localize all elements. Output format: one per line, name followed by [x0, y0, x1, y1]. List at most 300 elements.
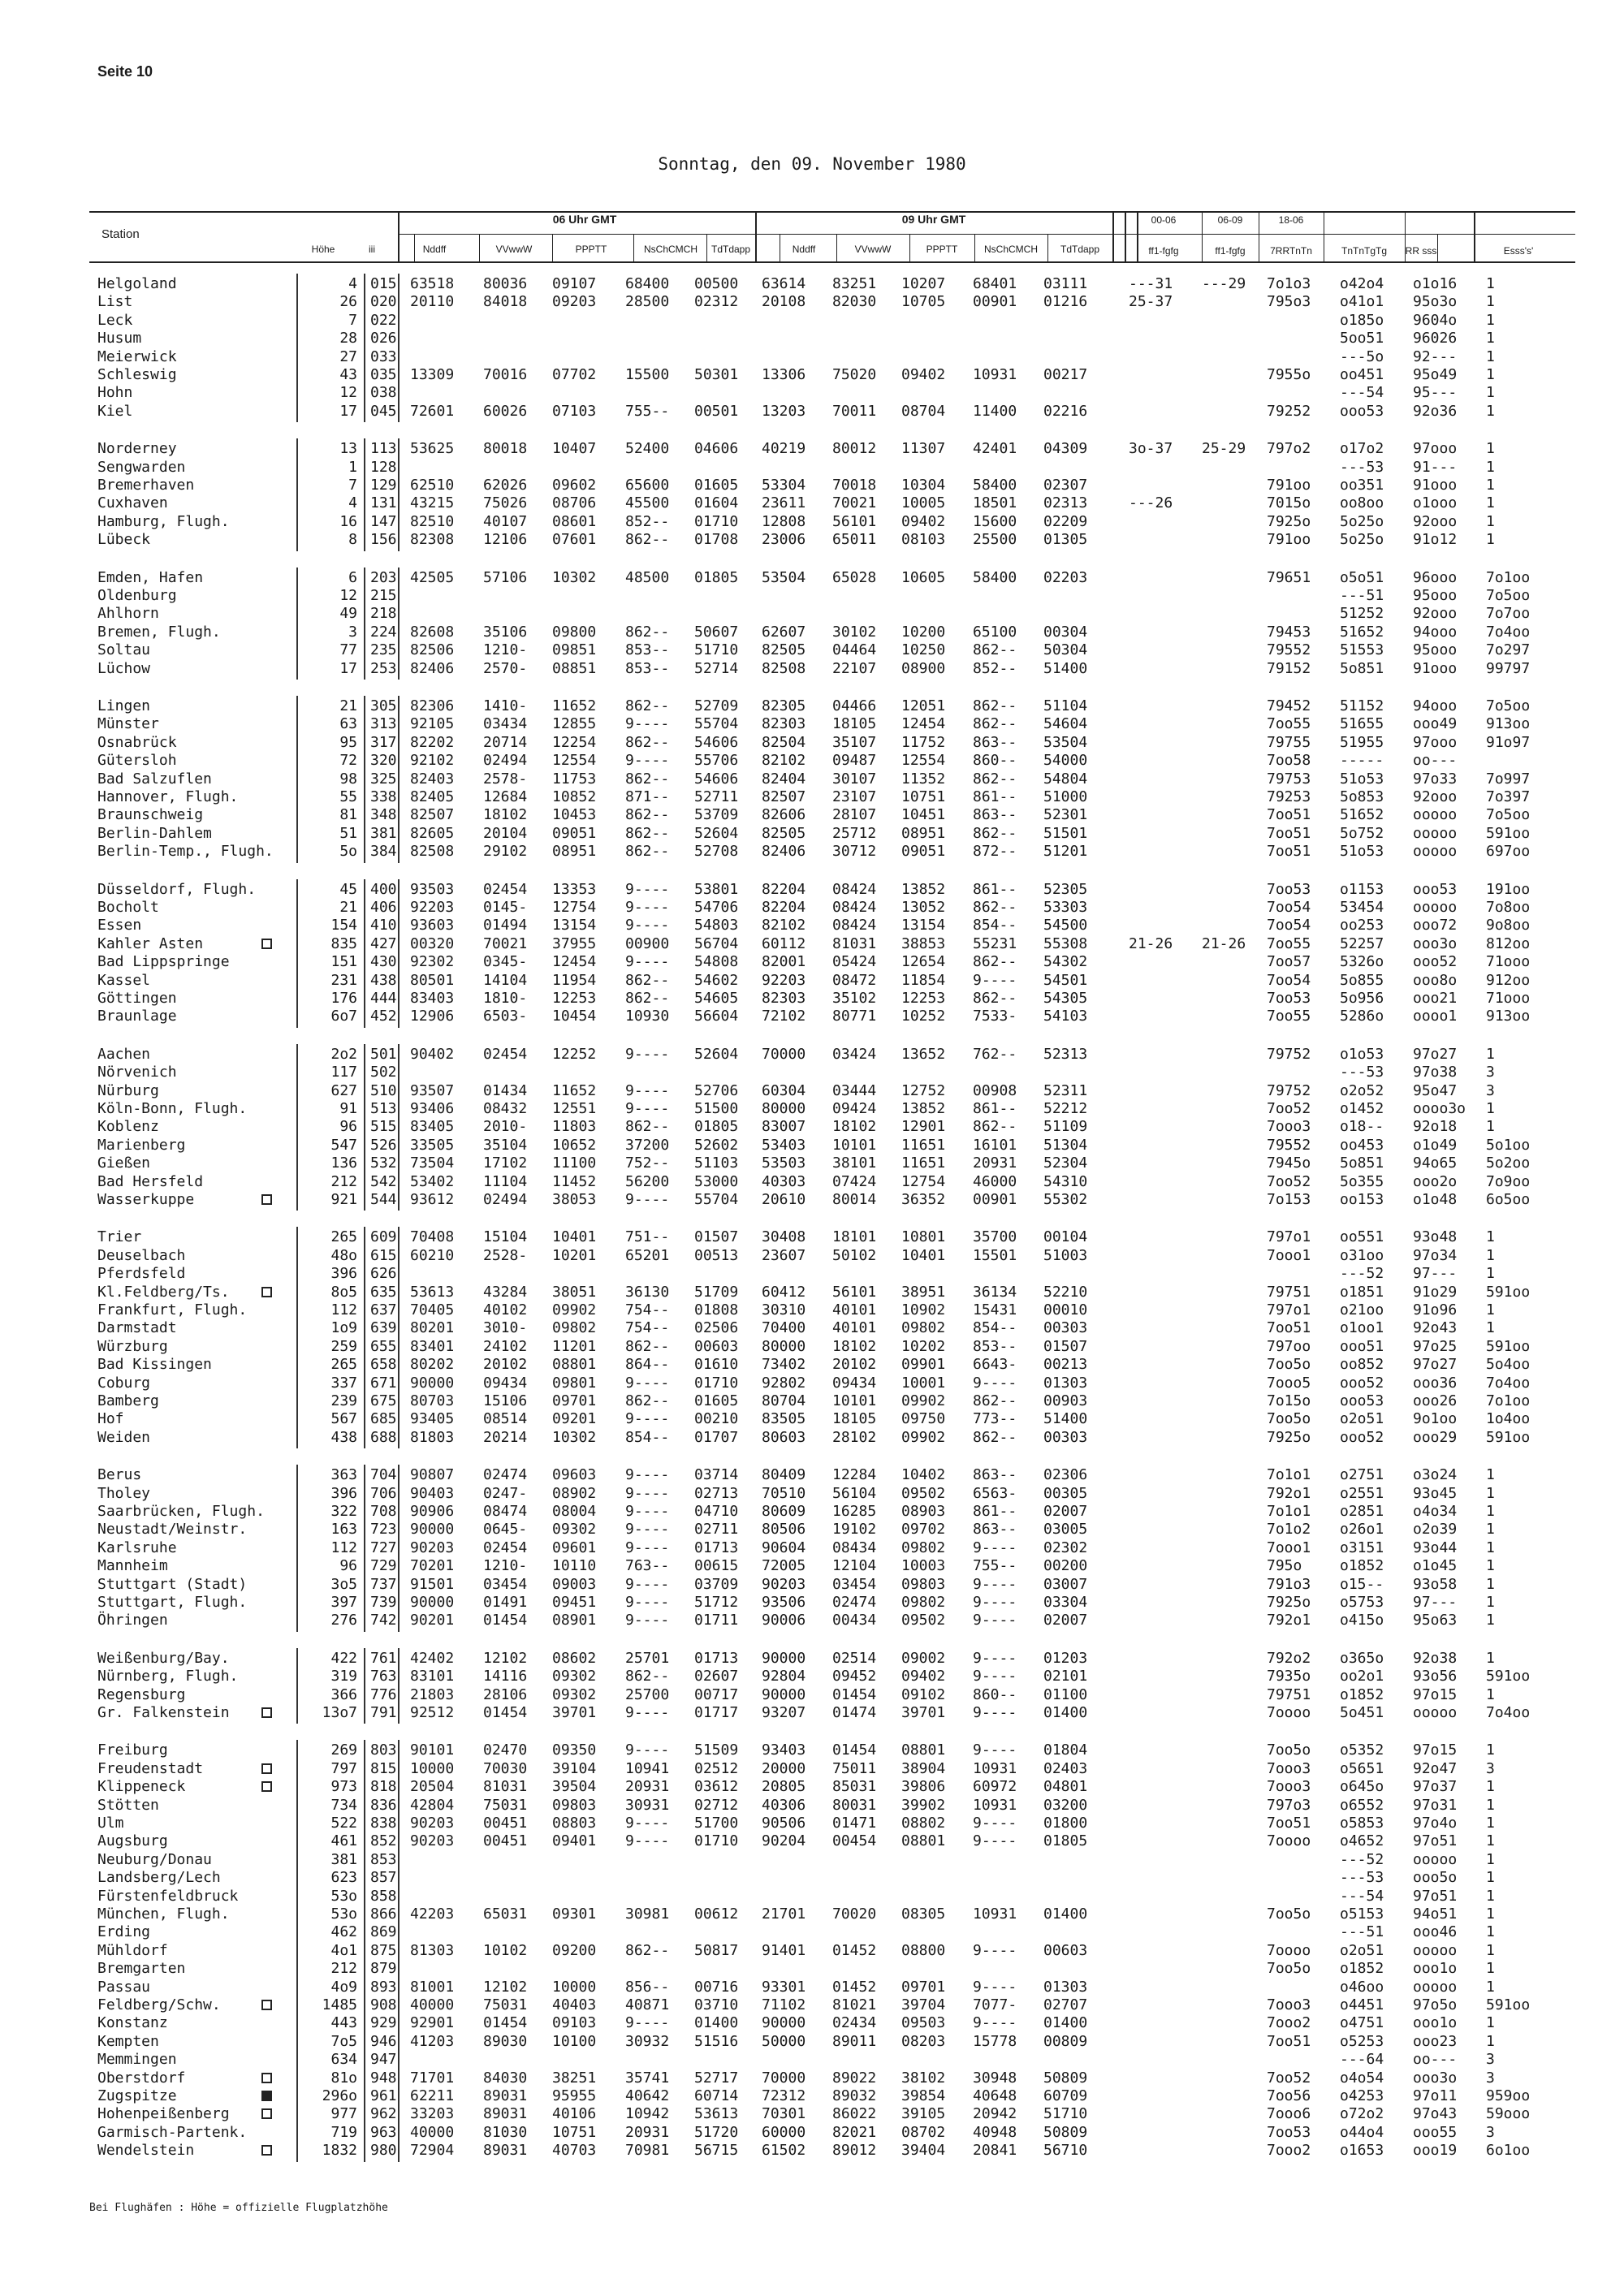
- obs-06-value: 03612: [694, 1778, 739, 1796]
- obs-09-value: 90000: [762, 1685, 806, 1703]
- group-esss: 1: [1486, 1869, 1495, 1887]
- header-nddff-09: Nddff: [792, 244, 816, 255]
- obs-06-value: 852--: [625, 512, 670, 530]
- obs-06-value: 09802: [552, 1319, 597, 1337]
- obs-06-value: 20931: [625, 2123, 670, 2141]
- station-number: 147: [370, 512, 397, 530]
- group-esss: 697oo: [1486, 843, 1531, 861]
- header-gust-06-09: ff1-fgfg: [1215, 245, 1246, 257]
- obs-09-value: 39902: [901, 1796, 946, 1814]
- obs-06-value: 90201: [410, 1612, 455, 1629]
- open-square-icon: [261, 2073, 272, 2083]
- obs-06-value: 862--: [625, 843, 670, 861]
- obs-06-value: 09451: [552, 1594, 597, 1611]
- group-rr-sss: 97o31: [1413, 1796, 1458, 1814]
- station-name: Aachen: [97, 1045, 151, 1063]
- obs-06-value: 9----: [625, 1191, 670, 1208]
- station-name: Sengwarden: [97, 458, 186, 476]
- group-rr-sss: ooo2o: [1413, 1172, 1458, 1190]
- group-tn-tg: oo551: [1340, 1228, 1384, 1246]
- group-tn-tg: o1852: [1340, 1960, 1384, 1978]
- obs-06-value: 02454: [483, 1539, 528, 1556]
- group-rr-tn: 7oo58: [1267, 752, 1311, 770]
- station-height: 96: [339, 1557, 357, 1575]
- group-rr-sss: ooo29: [1413, 1428, 1458, 1446]
- group-esss: 1o4oo: [1486, 1410, 1531, 1428]
- obs-06-value: 862--: [625, 824, 670, 842]
- group-rr-tn: 79752: [1267, 1081, 1311, 1099]
- station-height: 98: [339, 770, 357, 788]
- group-tn-tg: 5o851: [1340, 659, 1384, 677]
- obs-09-value: 07424: [832, 1172, 877, 1190]
- obs-09-value: 52305: [1043, 880, 1088, 898]
- obs-09-value: 40306: [762, 1796, 806, 1814]
- station-name: Konstanz: [97, 2014, 168, 2032]
- obs-09-value: 02707: [1043, 1996, 1088, 2013]
- obs-09-value: 53303: [1043, 899, 1088, 916]
- obs-09-value: 02302: [1043, 1539, 1088, 1556]
- group-tn-tg: 51553: [1340, 641, 1384, 659]
- group-esss: 5o4oo: [1486, 1356, 1531, 1374]
- obs-06-value: 00451: [483, 1815, 528, 1832]
- station-name: Deuselbach: [97, 1246, 186, 1264]
- station-name: Passau: [97, 1978, 151, 1996]
- group-esss: 6o5oo: [1486, 1191, 1531, 1208]
- station-number: 948: [370, 2069, 397, 2087]
- obs-06-value: 89031: [483, 2105, 528, 2123]
- obs-09-value: 51400: [1043, 1410, 1088, 1428]
- group-rr-sss: 97o5o: [1413, 1996, 1458, 2013]
- station-height: 1: [348, 458, 357, 476]
- station-height: 977: [330, 2105, 357, 2123]
- station-height: 462: [330, 1923, 357, 1941]
- group-esss: 1: [1486, 1503, 1495, 1520]
- group-esss: 7o9oo: [1486, 1172, 1531, 1190]
- obs-09-value: 13852: [901, 880, 946, 898]
- obs-09-value: 02101: [1043, 1668, 1088, 1685]
- obs-09-value: 75020: [832, 366, 877, 383]
- obs-06-value: 862--: [625, 990, 670, 1007]
- obs-09-value: 04801: [1043, 1778, 1088, 1796]
- obs-06-value: 01713: [694, 1649, 739, 1667]
- group-rr-sss: 92ooo: [1413, 605, 1458, 623]
- obs-09-value: 872--: [973, 843, 1017, 861]
- station-number: 857: [370, 1869, 397, 1887]
- obs-06-value: 00615: [694, 1557, 739, 1575]
- group-rr-tn: 7ooo2: [1267, 2014, 1311, 2032]
- obs-09-value: 862--: [973, 824, 1017, 842]
- station-name: Kl.Feldberg/Ts.: [97, 1283, 230, 1301]
- station-height: 422: [330, 1649, 357, 1667]
- obs-06-value: 45500: [625, 494, 670, 512]
- obs-09-value: 53504: [1043, 733, 1088, 751]
- station-name: Stuttgart, Flugh.: [97, 1594, 248, 1611]
- obs-09-value: 862--: [973, 715, 1017, 733]
- obs-06-value: 9----: [625, 1741, 670, 1759]
- station-name: Lingen: [97, 697, 151, 714]
- group-esss: 3: [1486, 1759, 1495, 1777]
- obs-06-value: 10102: [483, 1941, 528, 1959]
- obs-09-value: 82505: [762, 824, 806, 842]
- obs-09-value: 12808: [762, 512, 806, 530]
- group-rr-tn: 7oo5o: [1267, 1356, 1311, 1374]
- group-tn-tg: 51o53: [1340, 770, 1384, 788]
- obs-06-value: 83405: [410, 1118, 455, 1136]
- column-rule: [296, 879, 298, 1028]
- obs-06-value: 09801: [552, 1374, 597, 1392]
- obs-06-value: 83401: [410, 1337, 455, 1355]
- obs-09-value: 35700: [973, 1228, 1017, 1246]
- obs-09-value: 08900: [901, 659, 946, 677]
- obs-06-value: 11201: [552, 1337, 597, 1355]
- group-rr-tn: 79753: [1267, 770, 1311, 788]
- group-tn-tg: o2551: [1340, 1484, 1384, 1502]
- obs-06-value: 41203: [410, 2032, 455, 2050]
- group-rr-sss: oo---: [1413, 2051, 1458, 2069]
- obs-06-value: 871--: [625, 788, 670, 805]
- station-number: 626: [370, 1265, 397, 1283]
- obs-06-value: 9----: [625, 880, 670, 898]
- obs-09-value: 20108: [762, 293, 806, 311]
- station-name: Weißenburg/Bay.: [97, 1649, 230, 1667]
- obs-09-value: 863--: [973, 733, 1017, 751]
- obs-09-value: 25712: [832, 824, 877, 842]
- group-rr-sss: 94o65: [1413, 1154, 1458, 1172]
- obs-09-value: 12253: [901, 990, 946, 1007]
- obs-09-value: 50809: [1043, 2123, 1088, 2141]
- group-tn-tg: ---64: [1340, 2051, 1384, 2069]
- obs-06-value: 0145-: [483, 899, 528, 916]
- obs-06-value: 82406: [410, 659, 455, 677]
- obs-09-value: 08472: [832, 971, 877, 989]
- obs-09-value: 7533-: [973, 1008, 1017, 1025]
- station-height: 627: [330, 1081, 357, 1099]
- obs-09-value: 9----: [973, 2014, 1017, 2032]
- obs-06-value: 10302: [552, 568, 597, 586]
- station-height: 12: [339, 587, 357, 604]
- obs-09-value: 02007: [1043, 1612, 1088, 1629]
- group-rr-sss: ooo49: [1413, 715, 1458, 733]
- station-number: 706: [370, 1484, 397, 1502]
- obs-06-value: 51500: [694, 1100, 739, 1117]
- obs-09-value: 82406: [762, 843, 806, 861]
- obs-06-value: 12684: [483, 788, 528, 805]
- group-esss: 1: [1486, 1887, 1495, 1905]
- obs-06-value: 09350: [552, 1741, 597, 1759]
- obs-09-value: 12554: [901, 752, 946, 770]
- obs-09-value: 80409: [762, 1466, 806, 1484]
- obs-06-value: 51712: [694, 1594, 739, 1611]
- station-height: 231: [330, 971, 357, 989]
- obs-06-value: 0247-: [483, 1484, 528, 1502]
- obs-09-value: 854--: [973, 917, 1017, 934]
- obs-06-value: 18102: [483, 806, 528, 824]
- station-number: 501: [370, 1045, 397, 1063]
- group-esss: 1: [1486, 1685, 1495, 1703]
- obs-09-value: 51400: [1043, 659, 1088, 677]
- group-esss: 191oo: [1486, 880, 1531, 898]
- obs-09-value: 9----: [973, 1539, 1017, 1556]
- group-tn-tg: o1153: [1340, 880, 1384, 898]
- station-number: 526: [370, 1136, 397, 1154]
- group-rr-sss: 92ooo: [1413, 512, 1458, 530]
- obs-06-value: 35104: [483, 1136, 528, 1154]
- obs-09-value: 9----: [973, 1704, 1017, 1721]
- group-esss: 7o1oo: [1486, 1392, 1531, 1409]
- obs-06-value: 862--: [625, 971, 670, 989]
- station-height: 8o5: [330, 1283, 357, 1301]
- station-name: Bremen, Flugh.: [97, 623, 221, 641]
- group-tn-tg: 5o25o: [1340, 512, 1384, 530]
- station-height: 77: [339, 641, 357, 659]
- station-number: 438: [370, 971, 397, 989]
- group-rr-sss: 97o51: [1413, 1832, 1458, 1850]
- station-number: 609: [370, 1228, 397, 1246]
- station-height: 2o2: [330, 1045, 357, 1063]
- obs-06-value: 20504: [410, 1778, 455, 1796]
- obs-09-value: 21701: [762, 1905, 806, 1923]
- obs-06-value: 54602: [694, 971, 739, 989]
- obs-09-value: 80000: [762, 1100, 806, 1117]
- station-number: 908: [370, 1996, 397, 2013]
- obs-06-value: 38053: [552, 1191, 597, 1208]
- station-name: Stuttgart (Stadt): [97, 1575, 248, 1593]
- obs-06-value: 08902: [552, 1484, 597, 1502]
- column-rule: [296, 1227, 298, 1448]
- obs-06-value: 12102: [483, 1978, 528, 1996]
- group-tn-tg: oo2o1: [1340, 1668, 1384, 1685]
- group-rr-sss: ooooo: [1413, 1978, 1458, 1996]
- obs-09-value: 11651: [901, 1154, 946, 1172]
- group-tn-tg: o18--: [1340, 1118, 1384, 1136]
- obs-06-value: 2010-: [483, 1118, 528, 1136]
- obs-09-value: 72005: [762, 1557, 806, 1575]
- station-height: 81: [339, 806, 357, 824]
- obs-06-value: 10000: [552, 1978, 597, 1996]
- station-height: 265: [330, 1228, 357, 1246]
- group-esss: 3: [1486, 1064, 1495, 1081]
- group-esss: 7o4oo: [1486, 623, 1531, 641]
- group-rr-sss: ooo36: [1413, 1374, 1458, 1392]
- obs-09-value: 50809: [1043, 2069, 1088, 2087]
- group-tn-tg: o1o53: [1340, 1045, 1384, 1063]
- obs-09-value: 09502: [901, 1484, 946, 1502]
- obs-06-value: 12906: [410, 1008, 455, 1025]
- obs-06-value: 43284: [483, 1283, 528, 1301]
- obs-06-value: 42505: [410, 568, 455, 586]
- group-tn-tg: o5352: [1340, 1741, 1384, 1759]
- group-rr-sss: 93o56: [1413, 1668, 1458, 1685]
- obs-06-value: 82202: [410, 733, 455, 751]
- group-rr-tn: 7oo51: [1267, 806, 1311, 824]
- obs-09-value: 08103: [901, 531, 946, 549]
- group-tn-tg: o4652: [1340, 1832, 1384, 1850]
- obs-06-value: 10751: [552, 2123, 597, 2141]
- obs-06-value: 68400: [625, 275, 670, 292]
- station-height: 265: [330, 1356, 357, 1374]
- obs-09-value: 01507: [1043, 1337, 1088, 1355]
- obs-06-value: 82507: [410, 806, 455, 824]
- group-rr-tn: 7o1o2: [1267, 1521, 1311, 1539]
- obs-06-value: 37955: [552, 934, 597, 952]
- station-height: 7o5: [330, 2032, 357, 2050]
- obs-09-value: 02307: [1043, 477, 1088, 494]
- group-esss: 9o8oo: [1486, 917, 1531, 934]
- obs-06-value: 01710: [694, 1832, 739, 1850]
- obs-09-value: 50102: [832, 1246, 877, 1264]
- obs-09-value: 52311: [1043, 1081, 1088, 1099]
- group-rr-tn: 7oo5o: [1267, 1960, 1311, 1978]
- obs-06-value: 93503: [410, 880, 455, 898]
- group-rr-tn: 7oo55: [1267, 934, 1311, 952]
- obs-06-value: 01434: [483, 1081, 528, 1099]
- obs-06-value: 12106: [483, 531, 528, 549]
- group-rr-tn: 79552: [1267, 641, 1311, 659]
- group-rr-sss: oo---: [1413, 752, 1458, 770]
- obs-06-value: 82308: [410, 531, 455, 549]
- group-esss: 1: [1486, 1815, 1495, 1832]
- obs-06-value: 82605: [410, 824, 455, 842]
- obs-09-value: 28107: [832, 806, 877, 824]
- obs-06-value: 14104: [483, 971, 528, 989]
- obs-06-value: 90203: [410, 1539, 455, 1556]
- group-rr-tn: 7oo5o: [1267, 1905, 1311, 1923]
- obs-09-value: 81021: [832, 1996, 877, 2013]
- obs-09-value: 82102: [762, 917, 806, 934]
- group-rr-sss: 95---: [1413, 384, 1458, 402]
- obs-06-value: 40403: [552, 1996, 597, 2013]
- obs-09-value: 35107: [832, 733, 877, 751]
- group-rr-tn: 7oooo: [1267, 1704, 1311, 1721]
- group-esss: 1: [1486, 1832, 1495, 1850]
- obs-09-value: 862--: [973, 1428, 1017, 1446]
- station-number: 947: [370, 2051, 397, 2069]
- obs-09-value: 52210: [1043, 1283, 1088, 1301]
- obs-09-value: 38102: [901, 2069, 946, 2087]
- station-name: Hohn: [97, 384, 133, 402]
- obs-09-value: 20931: [973, 1154, 1017, 1172]
- group-esss: 1: [1486, 512, 1495, 530]
- group-rr-sss: ooo52: [1413, 953, 1458, 971]
- obs-06-value: 9----: [625, 1100, 670, 1117]
- obs-09-value: 70510: [762, 1484, 806, 1502]
- obs-09-value: 54500: [1043, 917, 1088, 934]
- obs-09-value: 01454: [832, 1741, 877, 1759]
- station-name: Ahlhorn: [97, 605, 159, 623]
- obs-06-value: 12754: [552, 899, 597, 916]
- obs-06-value: 70201: [410, 1557, 455, 1575]
- obs-09-value: 11651: [901, 1136, 946, 1154]
- obs-09-value: 09434: [832, 1374, 877, 1392]
- group-rr-sss: 97---: [1413, 1594, 1458, 1611]
- obs-06-value: 04710: [694, 1503, 739, 1520]
- obs-09-value: 80603: [762, 1428, 806, 1446]
- obs-09-value: 70011: [832, 402, 877, 420]
- group-rr-tn: 7925o: [1267, 1428, 1311, 1446]
- obs-06-value: 13309: [410, 366, 455, 383]
- group-rr-sss: ooo5o: [1413, 1869, 1458, 1887]
- station-height: 239: [330, 1392, 357, 1409]
- obs-06-value: 14116: [483, 1668, 528, 1685]
- station-number: 026: [370, 330, 397, 347]
- station-number: 869: [370, 1923, 397, 1941]
- station-name: Husum: [97, 330, 142, 347]
- group-rr-tn: 791o3: [1267, 1575, 1311, 1593]
- gust-06-09: ---29: [1202, 275, 1246, 292]
- obs-06-value: 62510: [410, 477, 455, 494]
- station-name: Wendelstein: [97, 2142, 195, 2160]
- group-rr-sss: 95ooo: [1413, 641, 1458, 659]
- obs-06-value: 65201: [625, 1246, 670, 1264]
- group-rr-tn: 7oo52: [1267, 1172, 1311, 1190]
- obs-06-value: 35106: [483, 623, 528, 641]
- obs-06-value: 90807: [410, 1466, 455, 1484]
- group-rr-sss: ooo46: [1413, 1923, 1458, 1941]
- station-height: 973: [330, 1778, 357, 1796]
- obs-09-value: 03454: [832, 1575, 877, 1593]
- obs-09-value: 03111: [1043, 275, 1088, 292]
- group-rr-tn: 7o1o3: [1267, 275, 1311, 292]
- group-tn-tg: o1851: [1340, 1283, 1384, 1301]
- obs-06-value: 07103: [552, 402, 597, 420]
- group-rr-tn: 7945o: [1267, 1154, 1311, 1172]
- obs-06-value: 01808: [694, 1301, 739, 1318]
- group-rr-tn: 791oo: [1267, 531, 1311, 549]
- station-height: 212: [330, 1960, 357, 1978]
- obs-09-value: 60709: [1043, 2087, 1088, 2104]
- group-rr-sss: 93o58: [1413, 1575, 1458, 1593]
- group-esss: 3: [1486, 2069, 1495, 2087]
- open-square-icon: [261, 1287, 272, 1297]
- obs-06-value: 93603: [410, 917, 455, 934]
- obs-06-value: 92901: [410, 2014, 455, 2032]
- header-period-00-06: 00-06: [1151, 214, 1177, 226]
- obs-09-value: 90204: [762, 1832, 806, 1850]
- obs-09-value: 83251: [832, 275, 877, 292]
- obs-09-value: 70000: [762, 2069, 806, 2087]
- obs-09-value: 01303: [1043, 1374, 1088, 1392]
- group-rr-tn: 7oo5o: [1267, 1410, 1311, 1428]
- header-nddff: Nddff: [422, 244, 447, 255]
- obs-06-value: 20931: [625, 1778, 670, 1796]
- group-rr-sss: 97o15: [1413, 1685, 1458, 1703]
- column-rule: [296, 1465, 298, 1632]
- obs-06-value: 95955: [552, 2087, 597, 2104]
- obs-09-value: 10101: [832, 1392, 877, 1409]
- obs-09-value: 82305: [762, 697, 806, 714]
- obs-09-value: 20942: [973, 2105, 1017, 2123]
- station-name: Bremerhaven: [97, 477, 195, 494]
- station-height: 27: [339, 347, 357, 365]
- obs-06-value: 83101: [410, 1668, 455, 1685]
- obs-06-value: 9----: [625, 1575, 670, 1593]
- obs-09-value: 00010: [1043, 1301, 1088, 1318]
- obs-06-value: 28106: [483, 1685, 528, 1703]
- group-rr-sss: o1ooo: [1413, 494, 1458, 512]
- open-square-icon: [261, 2000, 272, 2010]
- open-square-icon: [261, 939, 272, 949]
- obs-06-value: 10201: [552, 1246, 597, 1264]
- obs-09-value: 01100: [1043, 1685, 1088, 1703]
- obs-06-value: 02713: [694, 1484, 739, 1502]
- obs-09-value: 18501: [973, 494, 1017, 512]
- group-tn-tg: oo153: [1340, 1191, 1384, 1208]
- station-name: Mannheim: [97, 1557, 168, 1575]
- obs-06-value: 92512: [410, 1704, 455, 1721]
- group-rr-sss: oooo3o: [1413, 1100, 1466, 1117]
- obs-09-value: 53403: [762, 1136, 806, 1154]
- station-number: 791: [370, 1704, 397, 1721]
